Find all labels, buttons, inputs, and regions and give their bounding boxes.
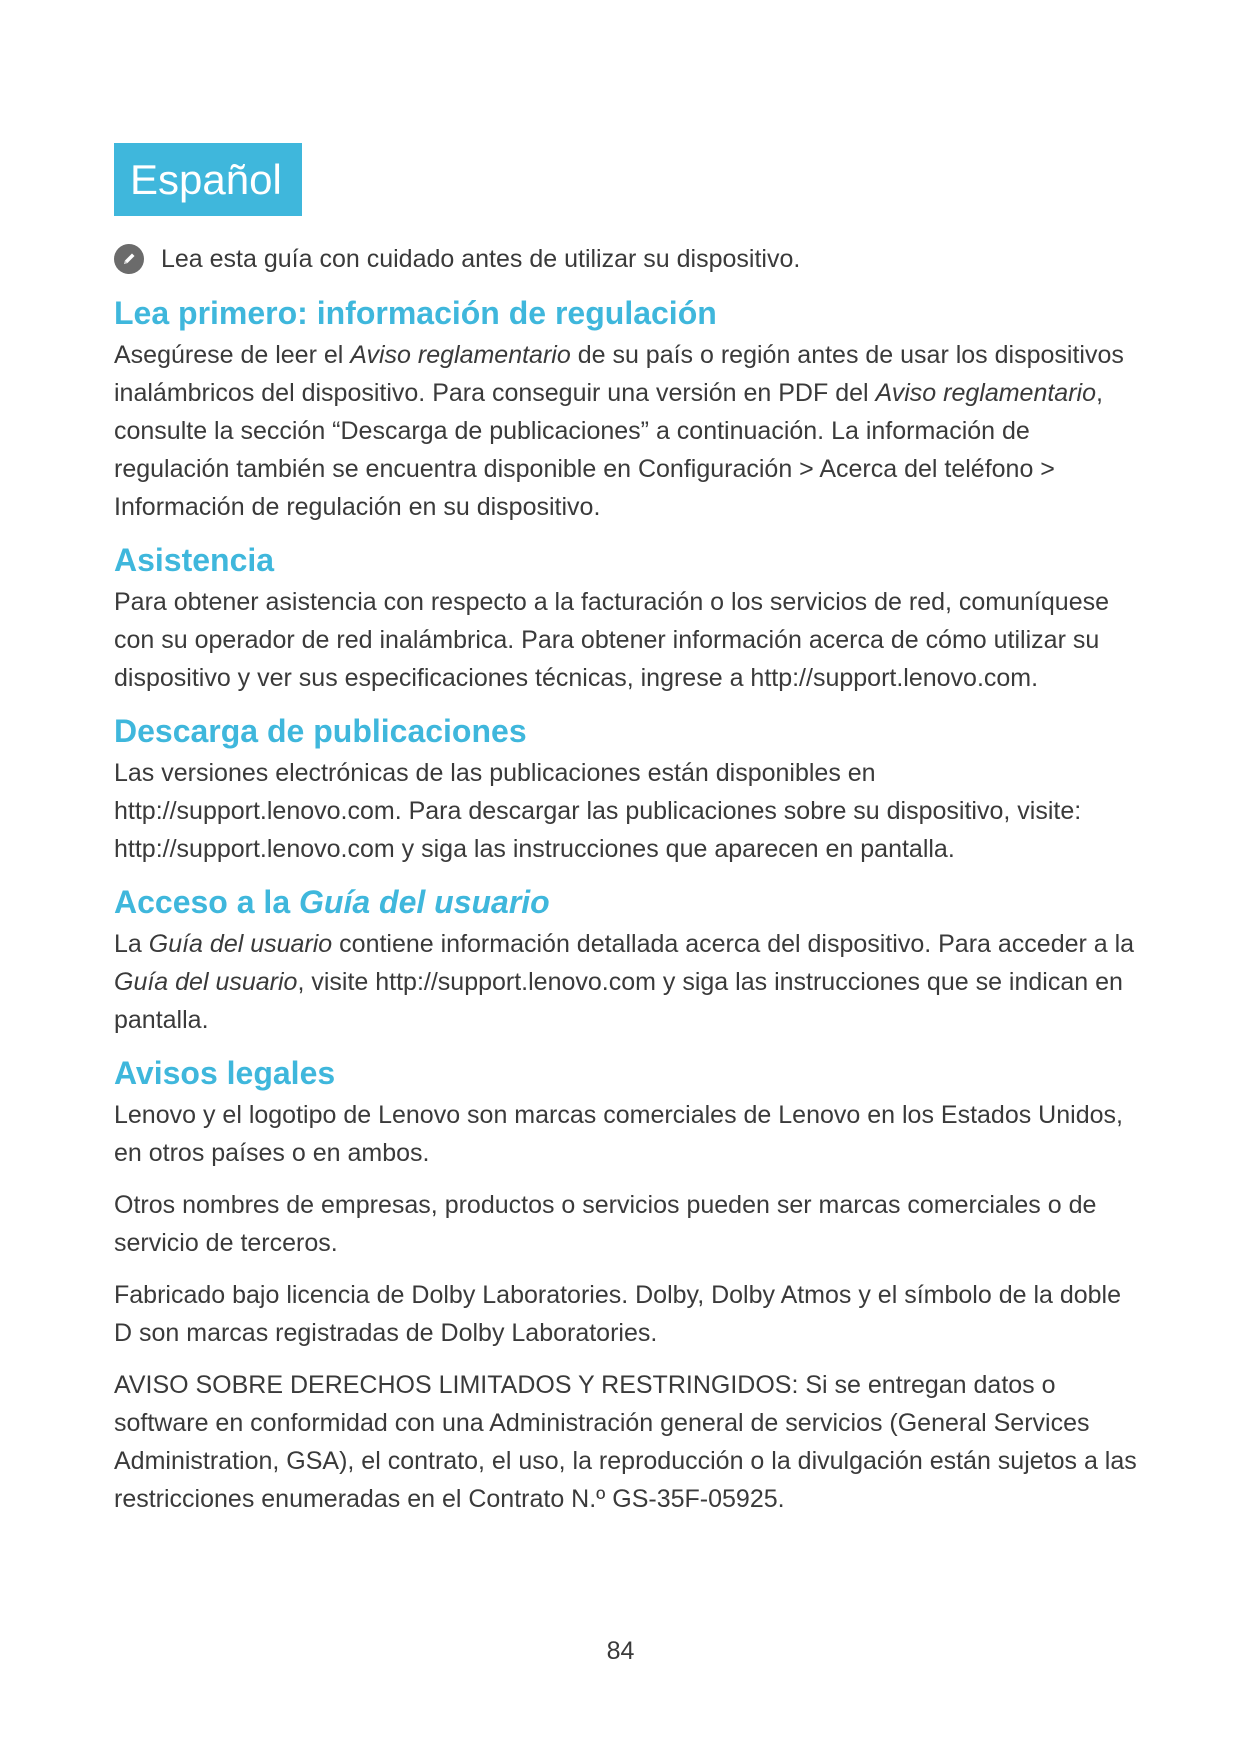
heading-legal: Avisos legales [114, 1055, 336, 1091]
section-support [114, 537, 1144, 697]
page-number: 84 [606, 1637, 635, 1665]
section-regulatory [114, 290, 1144, 526]
paragraph-regulatory: Asegúrese de leer el Aviso reglamentario de su país o región antes de usar los dispositivos inalámbricos del dispositivo. Para conseguir una versión en PDF del Aviso reglamentario, consulte la sección “Descarga de publicaciones” a continuación. La información de regulación también se encuentra disponible en Configuración > Acerca del teléfono > Información de regulación en su dispositivo. [114, 341, 1124, 521]
language-badge: Español [114, 143, 302, 216]
section-user-guide [114, 879, 1144, 1039]
heading-downloads: Descarga de publicaciones [114, 713, 527, 749]
paragraph-legal-trademarks: Lenovo y el logotipo de Lenovo son marcas comerciales de Lenovo en los Estados Unidos, en otros países o en ambos. [114, 1101, 1123, 1167]
paragraph-user-guide: La Guía del usuario contiene información detallada acerca del dispositivo. Para acceder a la Guía del usuario, visite http://support.lenovo.com y siga las instrucciones que se indican en pantalla. [114, 930, 1135, 1034]
section-legal [114, 1050, 1144, 1518]
heading-regulatory: Lea primero: información de regulación [114, 295, 717, 331]
paragraph-support: Para obtener asistencia con respecto a la facturación o los servicios de red, comuníquese con su operador de red inalámbrica. Para obtener información acerca de cómo utilizar su dispositivo y ver sus especificaciones técnicas, ingrese a http://support.lenovo.com. [114, 588, 1109, 692]
pencil-note-icon [114, 244, 144, 274]
heading-user-guide: Acceso a la Guía del usuario [114, 884, 550, 920]
section-downloads [114, 708, 1144, 868]
paragraph-downloads: Las versiones electrónicas de las publicaciones están disponibles en http://support.lenovo.com. Para descargar las publicaciones sobre su dispositivo, visite: http://support.lenovo.com y siga las instrucciones que aparecen en pantalla. [114, 759, 1082, 863]
paragraph-legal-dolby: Fabricado bajo licencia de Dolby Laboratories. Dolby, Dolby Atmos y el símbolo de la doble D son marcas registradas de Dolby Laboratories. [114, 1281, 1122, 1347]
paragraph-legal-rights-notice: AVISO SOBRE DERECHOS LIMITADOS Y RESTRINGIDOS: Si se entregan datos o software en conformidad con una Administración general de servicios (General Services Administration, GSA), el contrato, el uso, la reproducción o la divulgación están sujetos a las restricciones enumeradas en el Contrato N.º GS-35F-05925. [114, 1371, 1137, 1513]
paragraph-legal-third-party: Otros nombres de empresas, productos o servicios pueden ser marcas comerciales o de servicio de terceros. [114, 1191, 1097, 1257]
heading-support: Asistencia [114, 542, 275, 578]
document-body [114, 290, 1144, 1529]
reading-note [114, 244, 800, 274]
reading-note-text: Lea esta guía con cuidado antes de utilizar su dispositivo. [161, 244, 801, 273]
